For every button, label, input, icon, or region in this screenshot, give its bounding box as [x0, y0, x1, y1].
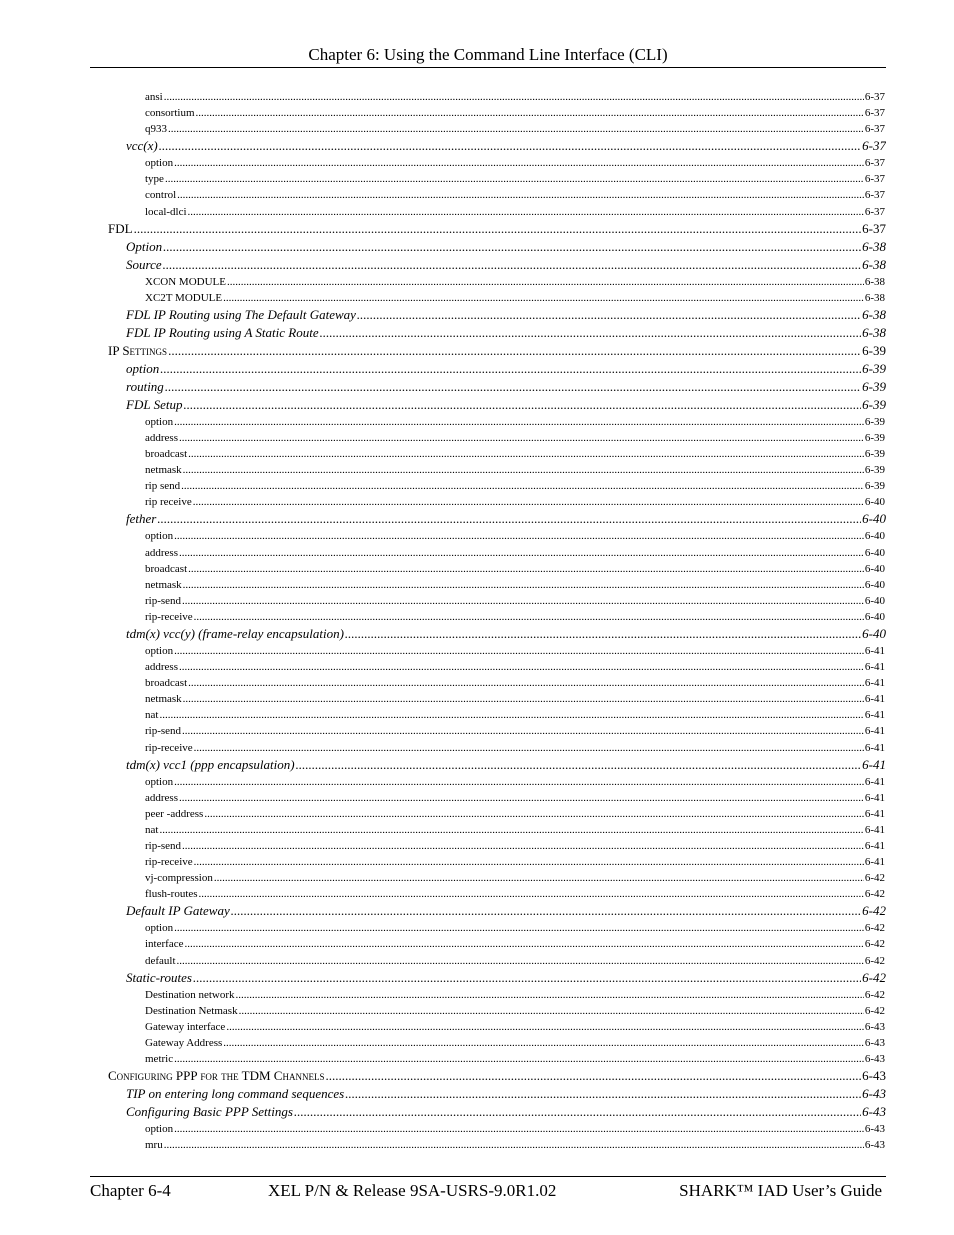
toc-entry-title: broadcast	[145, 562, 188, 575]
toc-entry[interactable]	[0, 740, 885, 756]
toc-leader-dots	[179, 430, 864, 446]
toc-entry[interactable]	[0, 306, 886, 324]
toc-entry[interactable]	[0, 1085, 886, 1103]
toc-leader-dots	[179, 790, 864, 806]
toc-entry-page: 6-43	[862, 1104, 886, 1120]
toc-entry[interactable]	[0, 790, 885, 806]
toc-entry-title: Default IP Gateway	[126, 903, 230, 919]
toc-leader-dots	[357, 306, 861, 324]
toc-entry-title: netmask	[145, 464, 182, 477]
toc-entry[interactable]	[0, 396, 886, 414]
toc-entry[interactable]	[0, 528, 885, 544]
toc-entry-page: 6-43	[862, 1086, 886, 1102]
toc-entry-title: default	[145, 954, 176, 967]
toc-entry[interactable]	[0, 643, 885, 659]
toc-entry[interactable]	[0, 1003, 885, 1019]
toc-entry-page: 6-42	[862, 969, 886, 985]
toc-entry-page: 6-39	[862, 396, 886, 412]
toc-entry[interactable]	[0, 902, 886, 920]
footer-chapter: Chapter 6-4	[90, 1181, 171, 1200]
toc-entry-title: rip-send	[145, 840, 182, 852]
toc-entry-title: address	[145, 431, 178, 444]
toc-entry[interactable]	[0, 462, 885, 478]
toc-entry-page: 6-40	[864, 546, 885, 559]
toc-leader-dots	[182, 838, 864, 854]
toc-entry-page: 6-41	[864, 725, 885, 738]
toc-leader-dots	[174, 528, 864, 544]
toc-entry[interactable]	[0, 675, 885, 691]
toc-leader-dots	[223, 290, 864, 306]
toc-entry[interactable]	[0, 625, 886, 643]
toc-entry-page: 6-42	[864, 872, 885, 885]
toc-entry-page: 6-40	[864, 530, 885, 543]
toc-entry[interactable]	[0, 414, 885, 430]
toc-leader-dots	[194, 740, 864, 756]
toc-entry-page: 6-39	[862, 378, 886, 394]
toc-entry[interactable]	[0, 659, 885, 675]
toc-entry-title: option	[145, 644, 174, 657]
toc-entry[interactable]	[0, 969, 886, 987]
toc-entry-page: 6-40	[864, 496, 885, 509]
toc-entry-page: 6-39	[864, 464, 885, 477]
toc-entry-page: 6-42	[864, 888, 885, 901]
toc-entry[interactable]	[0, 478, 885, 494]
toc-entry-page: 6-41	[864, 661, 885, 674]
toc-entry-title: rip-receive	[145, 856, 193, 869]
toc-entry-title: Option	[126, 238, 163, 254]
toc-leader-dots	[174, 414, 864, 430]
toc-entry[interactable]	[0, 510, 886, 528]
toc-entry[interactable]	[0, 89, 885, 105]
toc-leader-dots	[182, 593, 864, 609]
toc-entry-page: 6-39	[864, 415, 885, 428]
toc-entry-title: rip-receive	[145, 741, 193, 754]
toc-entry-page: 6-43	[864, 1020, 885, 1033]
toc-entry-page: 6-37	[864, 157, 885, 170]
toc-leader-dots	[159, 707, 863, 723]
toc-entry[interactable]	[0, 545, 885, 561]
toc-leader-dots	[174, 774, 864, 790]
toc-entry-title: routing	[126, 378, 164, 394]
toc-entry-title: option	[145, 415, 174, 428]
toc-entry[interactable]	[0, 987, 885, 1003]
toc-entry-page: 6-43	[864, 1053, 885, 1066]
page-header: Chapter 6: Using the Command Line Interface (CLI)	[308, 45, 668, 64]
toc-entry-page: 6-41	[864, 791, 885, 804]
toc-entry-title: rip receive	[145, 496, 192, 509]
toc-entry[interactable]	[0, 1035, 885, 1051]
toc-entry-title: rip-send	[145, 594, 182, 607]
toc-entry-page: 6-39	[862, 342, 886, 358]
toc-entry[interactable]	[0, 806, 885, 822]
toc-entry-title: Gateway Address	[145, 1036, 223, 1049]
toc-entry-page: 6-41	[864, 693, 885, 706]
toc-entry-page: 6-41	[864, 823, 885, 836]
toc-entry-title: broadcast	[145, 677, 188, 690]
toc-leader-dots	[177, 187, 864, 203]
toc-entry[interactable]	[0, 1051, 885, 1067]
toc-entry[interactable]	[0, 290, 885, 306]
toc-entry-page: 6-38	[862, 238, 886, 254]
toc-entry-title: rip send	[145, 480, 181, 493]
toc-entry[interactable]	[0, 723, 885, 739]
toc-entry-page: 6-37	[862, 220, 886, 236]
toc-leader-dots	[164, 1137, 864, 1153]
toc-leader-dots	[227, 274, 864, 290]
toc-entry-title: FDL IP Routing using A Static Route	[126, 324, 319, 340]
toc-entry-page: 6-40	[862, 625, 886, 641]
toc-entry-title: netmask	[145, 578, 182, 591]
toc-leader-dots	[168, 342, 861, 360]
toc-leader-dots	[165, 378, 861, 396]
toc-entry[interactable]	[0, 256, 886, 274]
toc-leader-dots	[159, 137, 861, 155]
toc-entry-title: address	[145, 791, 178, 804]
toc-leader-dots	[181, 478, 864, 494]
toc-leader-dots	[174, 1121, 864, 1137]
toc-leader-dots	[345, 625, 861, 643]
toc-entry-title: mru	[145, 1139, 163, 1152]
toc-entry-title: Gateway interface	[145, 1020, 226, 1033]
toc-entry-page: 6-37	[864, 91, 885, 103]
footer-guide-title: SHARK™ IAD User’s Guide	[679, 1181, 882, 1200]
toc-leader-dots	[177, 953, 864, 969]
toc-entry[interactable]	[0, 886, 885, 902]
toc-leader-dots	[193, 969, 861, 987]
toc-entry-title: nat	[145, 823, 159, 836]
toc-leader-dots	[163, 256, 862, 274]
toc-entry-page: 6-40	[864, 562, 885, 575]
toc-entry-title: FDL IP Routing using The Default Gateway	[126, 306, 356, 322]
toc-entry-title: ansi	[145, 91, 163, 103]
toc-entry-title: netmask	[145, 693, 182, 706]
toc-entry-title: tdm(x) vcc1 (ppp encapsulation)	[126, 756, 295, 772]
toc-entry-title: Destination Netmask	[145, 1004, 238, 1017]
toc-leader-dots	[226, 1019, 864, 1035]
toc-leader-dots	[183, 396, 861, 414]
toc-entry[interactable]	[0, 171, 885, 187]
toc-entry-page: 6-40	[864, 594, 885, 607]
footer-rule	[90, 1176, 886, 1177]
toc-entry[interactable]	[0, 920, 885, 936]
toc-entry-title: XC2T MODULE	[145, 291, 223, 304]
toc-entry[interactable]	[0, 494, 885, 510]
toc-entry[interactable]	[0, 137, 886, 155]
toc-leader-dots	[188, 204, 864, 220]
toc-entry[interactable]	[0, 430, 885, 446]
toc-entry-page: 6-38	[862, 306, 886, 322]
toc-entry-page: 6-37	[864, 189, 885, 202]
toc-leader-dots	[183, 577, 864, 593]
toc-entry[interactable]	[0, 446, 885, 462]
toc-entry-page: 6-38	[864, 275, 885, 288]
toc-entry[interactable]	[0, 1019, 885, 1035]
toc-entry-page: 6-37	[862, 138, 886, 154]
toc-entry-page: 6-38	[862, 256, 886, 272]
toc-leader-dots	[134, 220, 862, 238]
toc-leader-dots	[168, 121, 864, 137]
toc-entry-page: 6-37	[864, 123, 885, 136]
toc-entry-page: 6-41	[864, 677, 885, 690]
toc-leader-dots	[174, 155, 864, 171]
toc-entry-page: 6-41	[864, 741, 885, 754]
toc-entry[interactable]	[0, 691, 885, 707]
toc-leader-dots	[188, 446, 864, 462]
toc-entry[interactable]	[0, 1103, 886, 1121]
toc-leader-dots	[194, 609, 864, 625]
toc-entry[interactable]	[0, 121, 885, 137]
toc-entry-title: option	[145, 157, 174, 170]
toc-leader-dots	[325, 1067, 861, 1085]
toc-entry-title: vcc(x)	[126, 138, 158, 154]
toc-leader-dots	[184, 936, 863, 952]
toc-entry[interactable]	[0, 838, 885, 854]
toc-entry-page: 6-43	[862, 1068, 886, 1084]
toc-entry[interactable]	[0, 378, 886, 396]
toc-entry-title: tdm(x) vcc(y) (frame-relay encapsulation)	[126, 625, 344, 641]
toc-entry[interactable]	[0, 774, 885, 790]
toc-entry-title: local-dlci	[145, 205, 187, 218]
toc-entry-page: 6-43	[864, 1139, 885, 1152]
toc-entry-page: 6-39	[864, 431, 885, 444]
toc-entry[interactable]	[0, 870, 885, 886]
toc-leader-dots	[296, 756, 862, 774]
toc-entry-page: 6-40	[862, 511, 886, 527]
toc-entry-title: control	[145, 189, 177, 202]
toc-entry-page: 6-39	[864, 448, 885, 461]
toc-entry[interactable]	[0, 609, 885, 625]
toc-entry-title: option	[126, 360, 160, 376]
toc-entry-page: 6-42	[862, 903, 886, 919]
toc-entry[interactable]	[0, 360, 886, 378]
toc-entry-page: 6-38	[862, 324, 886, 340]
toc-entry[interactable]	[0, 220, 886, 238]
toc-entry-title: address	[145, 546, 178, 559]
toc-leader-dots	[182, 723, 864, 739]
toc-entry[interactable]	[0, 561, 885, 577]
footer-release: XEL P/N & Release 9SA-USRS-9.0R1.02	[268, 1181, 557, 1200]
toc-entry[interactable]	[0, 238, 886, 256]
toc-leader-dots	[204, 806, 863, 822]
toc-entry[interactable]	[0, 822, 885, 838]
toc-entry[interactable]	[0, 1067, 886, 1085]
toc-entry-title: FDL Setup	[126, 396, 183, 412]
toc-entry-title: TIP on entering long command sequences	[126, 1086, 345, 1102]
toc-leader-dots	[183, 462, 864, 478]
toc-entry-page: 6-37	[864, 173, 885, 186]
toc-entry[interactable]	[0, 1121, 885, 1137]
toc-entry-title: metric	[145, 1053, 174, 1066]
toc-entry[interactable]	[0, 756, 886, 774]
toc-entry-title: Destination network	[145, 988, 235, 1001]
toc-entry[interactable]	[0, 274, 885, 290]
toc-entry-title: vj-compression	[145, 872, 213, 885]
toc-entry-page: 6-42	[864, 938, 885, 951]
toc-leader-dots	[174, 643, 864, 659]
toc-entry-title: option	[145, 775, 174, 788]
toc-entry-page: 6-39	[862, 360, 886, 376]
toc-entry-page: 6-41	[862, 756, 886, 772]
toc-entry-page: 6-41	[864, 856, 885, 869]
toc-entry-page: 6-37	[864, 205, 885, 218]
toc-entry[interactable]	[0, 155, 885, 171]
toc-entry[interactable]	[0, 707, 885, 723]
toc-entry-page: 6-40	[864, 610, 885, 623]
toc-entry-page: 6-40	[864, 578, 885, 591]
toc-entry[interactable]	[0, 936, 885, 952]
toc-entry-page: 6-42	[864, 954, 885, 967]
toc-leader-dots	[188, 561, 864, 577]
toc-leader-dots	[199, 886, 864, 902]
toc-leader-dots	[165, 171, 864, 187]
toc-entry-page: 6-43	[864, 1123, 885, 1136]
toc-entry-page: 6-42	[864, 988, 885, 1001]
toc-leader-dots	[164, 89, 864, 105]
toc-entry-page: 6-41	[864, 775, 885, 788]
toc-leader-dots	[231, 902, 861, 920]
toc-entry-page: 6-41	[864, 644, 885, 657]
toc-leader-dots	[163, 238, 861, 256]
toc-entry-title: address	[145, 661, 178, 674]
toc-entry[interactable]	[0, 593, 885, 609]
toc-leader-dots	[179, 659, 864, 675]
toc-entry-title: rip-send	[145, 725, 182, 738]
toc-entry-page: 6-41	[864, 840, 885, 852]
toc-entry-page: 6-41	[864, 709, 885, 722]
toc-entry-title: peer -address	[145, 807, 204, 820]
toc-entry[interactable]	[0, 854, 885, 870]
toc-entry-title: fether	[126, 511, 157, 527]
toc-entry[interactable]	[0, 324, 886, 342]
toc-entry[interactable]	[0, 187, 885, 203]
toc-leader-dots	[345, 1085, 861, 1103]
toc-entry-title: FDL	[108, 220, 133, 236]
toc-leader-dots	[174, 920, 864, 936]
toc-entry-title: type	[145, 173, 164, 186]
toc-entry[interactable]	[0, 342, 886, 360]
toc-leader-dots	[239, 1003, 864, 1019]
toc-entry-title: interface	[145, 938, 184, 951]
toc-entry-page: 6-38	[864, 291, 885, 304]
toc-entry-title: option	[145, 1123, 174, 1136]
toc-leader-dots	[188, 675, 864, 691]
toc-entry-page: 6-41	[864, 807, 885, 820]
toc-leader-dots	[157, 510, 861, 528]
toc-entry-title: option	[145, 922, 174, 935]
table-of-contents	[0, 89, 954, 1153]
toc-leader-dots	[174, 1051, 864, 1067]
toc-entry[interactable]	[0, 105, 885, 121]
toc-leader-dots	[236, 987, 864, 1003]
toc-leader-dots	[294, 1103, 861, 1121]
toc-entry-page: 6-39	[864, 480, 885, 493]
toc-leader-dots	[193, 494, 864, 510]
toc-entry[interactable]	[0, 953, 885, 969]
toc-entry-title: flush-routes	[145, 888, 198, 901]
toc-entry-title: IP Settings	[108, 342, 168, 358]
toc-entry-title: consortium	[145, 107, 195, 120]
toc-entry-page: 6-42	[864, 922, 885, 935]
toc-leader-dots	[194, 854, 864, 870]
toc-entry-title: broadcast	[145, 448, 188, 461]
toc-leader-dots	[196, 105, 864, 121]
header-rule	[90, 67, 886, 68]
toc-entry-title: Static-routes	[126, 969, 192, 985]
toc-leader-dots	[183, 691, 864, 707]
toc-leader-dots	[320, 324, 862, 342]
toc-entry-title: q933	[145, 123, 167, 136]
toc-entry[interactable]	[0, 577, 885, 593]
toc-entry-title: Configuring PPP for the TDM Channels	[108, 1068, 325, 1084]
toc-entry-page: 6-37	[864, 107, 885, 120]
toc-entry-title: Configuring Basic PPP Settings	[126, 1104, 293, 1120]
toc-entry-title: XCON MODULE	[145, 275, 226, 288]
toc-leader-dots	[160, 360, 861, 378]
toc-entry[interactable]	[0, 204, 885, 220]
toc-leader-dots	[179, 545, 864, 561]
toc-leader-dots	[159, 822, 863, 838]
toc-leader-dots	[214, 870, 864, 886]
toc-entry-title: rip-receive	[145, 610, 193, 623]
toc-entry-title: Source	[126, 256, 162, 272]
toc-entry-title: nat	[145, 709, 159, 722]
toc-entry-title: option	[145, 530, 174, 543]
toc-entry[interactable]	[0, 1137, 885, 1153]
toc-leader-dots	[223, 1035, 864, 1051]
toc-entry-page: 6-42	[864, 1004, 885, 1017]
toc-entry-page: 6-43	[864, 1036, 885, 1049]
